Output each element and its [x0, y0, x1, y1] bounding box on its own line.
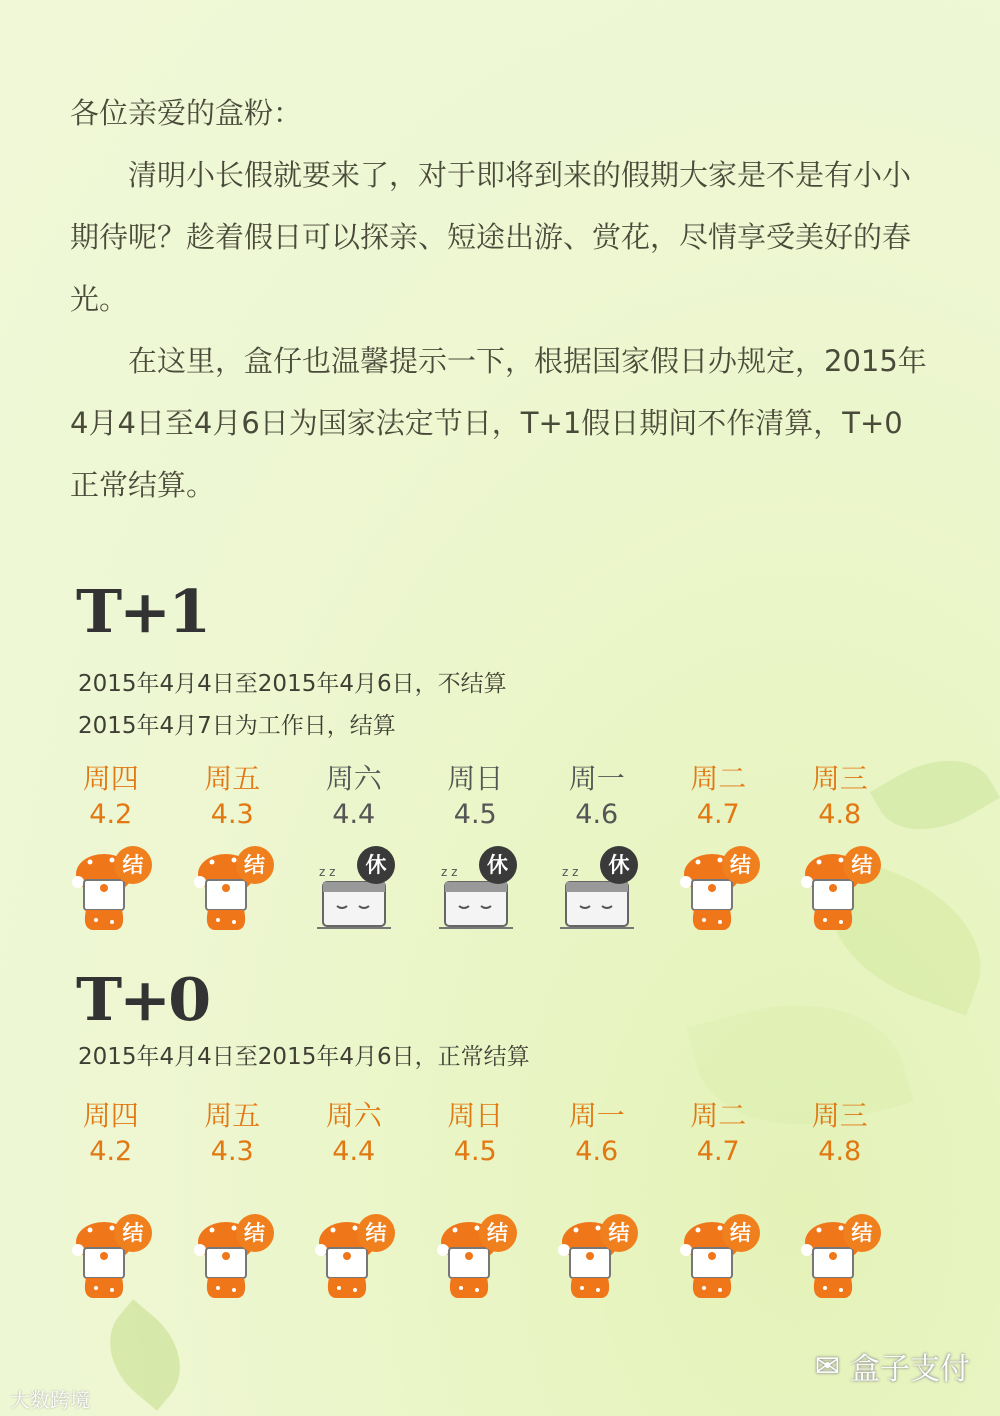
date-label: 4.8: [818, 1136, 862, 1167]
date-label: 4.4: [332, 799, 376, 830]
date-label: 4.5: [453, 799, 497, 830]
day-column: [536, 1098, 658, 1170]
status-badge: 结: [722, 846, 760, 884]
brand-name: 盒子支付: [850, 1352, 970, 1387]
settle-status: [779, 1216, 901, 1306]
day-column: [50, 761, 172, 833]
settle-status: [658, 848, 780, 938]
status-badge: 结: [722, 1214, 760, 1252]
status-badge: 结: [236, 846, 274, 884]
status-badge: 休: [479, 846, 517, 884]
settle-status: [172, 1216, 294, 1306]
day-column: [779, 761, 901, 833]
status-badge: 休: [600, 846, 638, 884]
weekday-label: 周三: [811, 1099, 868, 1132]
weekday-label: 周四: [82, 1099, 139, 1132]
status-badge: 休: [357, 846, 395, 884]
settle-status: [293, 1216, 415, 1306]
t0-note-line-1: 2015年4月4日至2015年4月6日，正常结算: [78, 1044, 530, 1070]
greeting: 各位亲爱的盒粉：: [70, 96, 303, 130]
t1-day-row: [50, 761, 910, 833]
status-badge: 结: [843, 846, 881, 884]
t1-icon-row: [50, 848, 910, 938]
weekday-label: 周三: [811, 762, 868, 795]
weekday-label: 周四: [82, 762, 139, 795]
rest-status: [293, 848, 415, 938]
settle-status: [172, 848, 294, 938]
day-column: [172, 761, 294, 833]
date-label: 4.3: [210, 799, 254, 830]
t0-note: [78, 1036, 530, 1078]
date-label: 4.2: [89, 1136, 133, 1167]
weekday-label: 周六: [325, 762, 382, 795]
day-column: [172, 1098, 294, 1170]
day-column: [50, 1098, 172, 1170]
day-column: [415, 1098, 537, 1170]
intro-paragraph-2: 在这里，盒仔也温馨提示一下，根据国家假日办规定，2015年4月4日至4月6日为国家法定节日，T+1假日期间不作清算，T+0正常结算。: [70, 344, 927, 502]
status-badge: 结: [600, 1214, 638, 1252]
weekday-label: 周六: [325, 1099, 382, 1132]
day-column: [658, 1098, 780, 1170]
weekday-label: 周一: [568, 1099, 625, 1132]
status-badge: 结: [236, 1214, 274, 1252]
settle-status: [50, 1216, 172, 1306]
weekday-label: 周日: [447, 1099, 504, 1132]
weekday-label: 周二: [690, 1099, 747, 1132]
t0-icon-row: [50, 1216, 910, 1306]
status-badge: 结: [843, 1214, 881, 1252]
rest-status: [536, 848, 658, 938]
date-label: 4.7: [696, 1136, 740, 1167]
day-column: [658, 761, 780, 833]
t1-note-line-2: 2015年4月7日为工作日，结算: [78, 713, 396, 739]
t1-note: [78, 663, 507, 747]
leaf-decoration: [88, 1299, 202, 1410]
status-badge: 结: [114, 846, 152, 884]
weekday-label: 周五: [204, 1099, 261, 1132]
day-column: [415, 761, 537, 833]
date-label: 4.8: [818, 799, 862, 830]
weekday-label: 周日: [447, 762, 504, 795]
date-label: 4.3: [210, 1136, 254, 1167]
weekday-label: 周二: [690, 762, 747, 795]
day-column: [293, 761, 415, 833]
date-label: 4.2: [89, 799, 133, 830]
day-column: [536, 761, 658, 833]
t1-title: T+1: [76, 576, 209, 647]
watermark: 大数跨境: [10, 1388, 90, 1412]
t1-note-line-1: 2015年4月4日至2015年4月6日，不结算: [78, 671, 507, 697]
status-badge: 结: [357, 1214, 395, 1252]
svg-text:z z: z z: [562, 865, 579, 879]
weekday-label: 周五: [204, 762, 261, 795]
intro-text: [70, 82, 930, 516]
footer-brand: [815, 1344, 970, 1388]
intro-paragraph-1: 清明小长假就要来了，对于即将到来的假期大家是不是有小小期待呢？趁着假日可以探亲、短途出游、赏花，尽情享受美好的春光。: [70, 158, 912, 316]
weekday-label: 周一: [568, 762, 625, 795]
date-label: 4.6: [575, 1136, 619, 1167]
settle-status: [50, 848, 172, 938]
svg-text:z z: z z: [440, 865, 457, 879]
status-badge: 结: [479, 1214, 517, 1252]
date-label: 4.7: [696, 799, 740, 830]
t0-day-row: [50, 1098, 910, 1170]
settle-status: [536, 1216, 658, 1306]
wechat-icon: ✉: [814, 1348, 840, 1384]
svg-text:z z: z z: [319, 865, 336, 879]
date-label: 4.5: [453, 1136, 497, 1167]
settle-status: [415, 1216, 537, 1306]
rest-status: [415, 848, 537, 938]
date-label: 4.6: [575, 799, 619, 830]
t0-title: T+0: [76, 964, 209, 1035]
settle-status: [658, 1216, 780, 1306]
day-column: [293, 1098, 415, 1170]
settle-status: [779, 848, 901, 938]
day-column: [779, 1098, 901, 1170]
status-badge: 结: [114, 1214, 152, 1252]
date-label: 4.4: [332, 1136, 376, 1167]
